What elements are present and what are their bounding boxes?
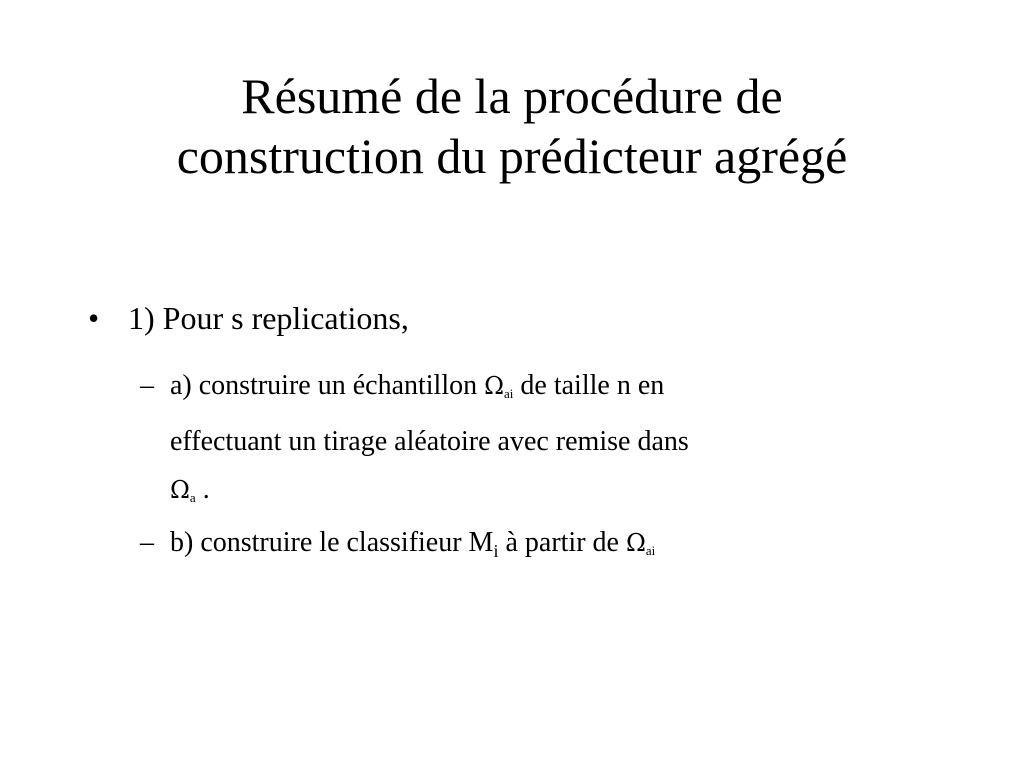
sub-a-line-1: [170, 362, 920, 418]
sub-b-text-before: b) construire le classifieur M: [170, 527, 494, 558]
sub-bullet-a: [140, 362, 920, 522]
title-line-1: Résumé de la procédure de: [241, 68, 783, 124]
sub-a-text-before: a) construire un échantillon: [170, 370, 485, 401]
omega-symbol: Ω: [484, 372, 505, 400]
bullet-replications: [88, 296, 409, 340]
omega-subscript: ai: [504, 386, 514, 401]
sub-b-line-1: [170, 519, 920, 575]
omega-symbol: Ω: [625, 529, 646, 557]
sub-a-text-after: de taille n en: [513, 370, 665, 401]
sub-bullet-a-text: [140, 362, 920, 522]
omega-subscript: ai: [645, 543, 656, 558]
sub-bullet-dash: –: [140, 370, 154, 401]
sub-a-line-3-after: .: [195, 474, 210, 505]
omega-symbol: Ω: [170, 476, 190, 504]
slide-title: [60, 66, 964, 186]
omega-subscript: a: [189, 490, 196, 505]
m-subscript: i: [493, 541, 499, 561]
bullet-marker: •: [88, 300, 100, 336]
sub-a-line-2: effectuant un tirage aléatoire avec remise dans: [170, 426, 689, 457]
sub-bullet-dash: –: [140, 527, 154, 558]
sub-b-text-middle: à partir de: [498, 527, 626, 558]
sub-bullet-b: [140, 519, 920, 575]
sub-bullet-b-text: [140, 519, 920, 575]
sub-a-line-3: [170, 466, 920, 522]
title-line-2: construction du prédicteur agrégé: [176, 128, 848, 184]
bullet-text: 1) Pour s replications,: [128, 300, 409, 336]
